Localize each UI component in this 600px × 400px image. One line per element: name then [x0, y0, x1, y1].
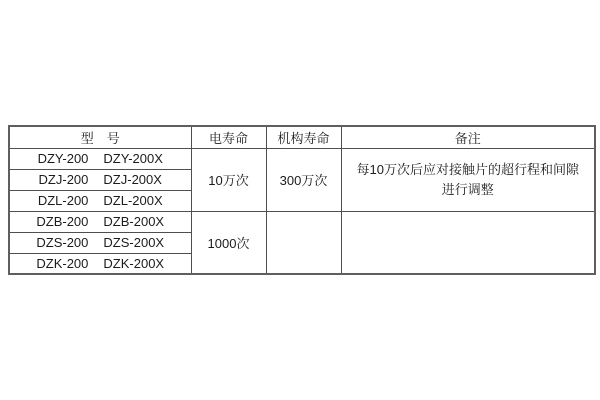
model-name: DZB-200X — [103, 214, 165, 229]
remarks-cell — [341, 148, 595, 211]
model-name: DZK-200 — [36, 255, 89, 271]
model-cell — [9, 148, 191, 169]
remarks-cell — [341, 211, 595, 274]
model-name: DZB-200 — [36, 214, 89, 229]
electrical-life-cell: 10万次 — [191, 148, 266, 211]
spec-table — [8, 125, 596, 275]
model-cell — [9, 253, 191, 274]
table-row — [9, 211, 595, 232]
model-cell — [9, 190, 191, 211]
model-name: DZL-200 — [37, 193, 89, 208]
model-cell — [9, 169, 191, 190]
remarks-line: 每10万次后应对接触片的超行程和间隙 — [356, 161, 579, 177]
model-cell — [9, 232, 191, 253]
model-name: DZJ-200X — [103, 172, 162, 187]
model-cell — [9, 211, 191, 232]
header-electrical-life: 电寿命 — [191, 126, 266, 148]
model-name: DZL-200X — [103, 193, 163, 208]
model-name: DZJ-200 — [38, 172, 89, 187]
model-name: DZS-200 — [36, 235, 89, 250]
header-model: 型 号 — [9, 126, 191, 148]
model-name: DZY-200 — [37, 151, 89, 166]
mechanism-life-cell: 300万次 — [266, 148, 341, 211]
mechanism-life-cell — [266, 211, 341, 274]
electrical-life-cell: 1000次 — [191, 211, 266, 274]
table-row — [9, 148, 595, 169]
header-remarks: 备注 — [341, 126, 595, 148]
model-name: DZY-200X — [103, 151, 163, 166]
model-name: DZK-200X — [103, 255, 165, 271]
table-header-row — [9, 126, 595, 148]
model-name: DZS-200X — [103, 235, 165, 250]
remarks-line: 进行调整 — [441, 181, 494, 197]
header-mechanism-life: 机构寿命 — [266, 126, 341, 148]
